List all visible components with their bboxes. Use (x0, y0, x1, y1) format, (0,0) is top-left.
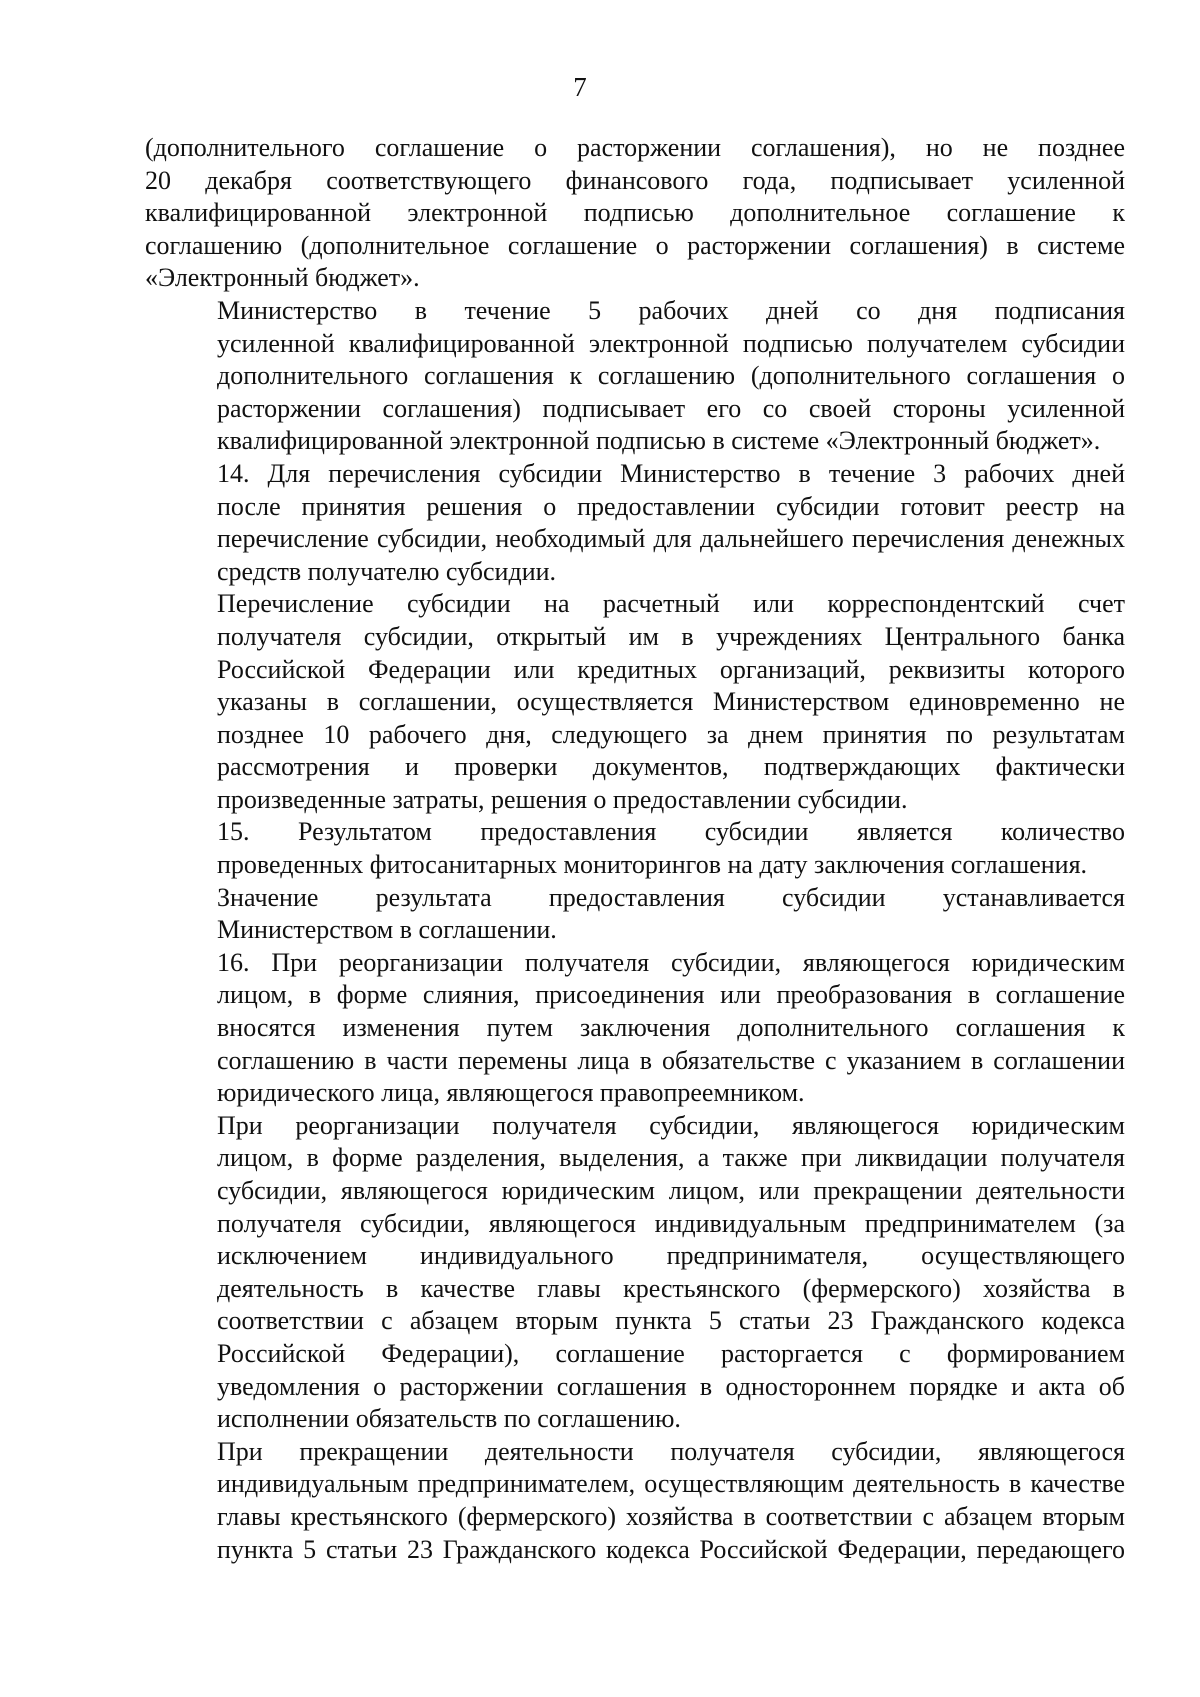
text-line: соглашению (дополнительное соглашение о расторжении соглашения) в системе (145, 230, 1125, 260)
text-line: указаны в соглашении, осуществляется Министерством единовременно не (217, 687, 1125, 717)
text-line: При прекращении деятельности получателя субсидии, являющегося (217, 1436, 1125, 1466)
text-line: Министерством в соглашении. (217, 915, 557, 945)
text-line: Российской Федерации или кредитных организаций, реквизиты которого (217, 654, 1125, 684)
paragraph (145, 458, 1125, 588)
text-line: уведомления о расторжении соглашения в одностороннем порядке и акта об (217, 1371, 1125, 1401)
document-body (145, 132, 1125, 1566)
text-line: Министерство в течение 5 рабочих дней со дня подписания (217, 295, 1125, 325)
text-line: дополнительного соглашения к соглашению (дополнительного соглашения о (217, 361, 1125, 391)
text-line: исполнении обязательств по соглашению. (217, 1404, 681, 1434)
text-line: индивидуальным предпринимателем, осуществляющим деятельность в качестве (217, 1469, 1125, 1499)
text-line: получателя субсидии, открытый им в учреждениях Центрального банка (217, 621, 1125, 651)
text-line: юридического лица, являющегося правопреемником. (217, 1078, 805, 1108)
paragraph (145, 132, 1125, 295)
text-line: деятельность в качестве главы крестьянского (фермерского) хозяйства в (217, 1273, 1125, 1303)
page-number: 7 (573, 72, 587, 102)
paragraph (145, 588, 1125, 816)
text-line: перечисление субсидии, необходимый для дальнейшего перечисления денежных (217, 524, 1125, 554)
text-line: Значение результата предоставления субсидии устанавливается (217, 882, 1125, 912)
text-line: 14. Для перечисления субсидии Министерство в течение 3 рабочих дней (217, 458, 1125, 488)
text-line: средств получателю субсидии. (217, 556, 557, 586)
text-line: позднее 10 рабочего дня, следующего за днем принятия по результатам (217, 719, 1125, 749)
text-line: главы крестьянского (фермерского) хозяйства в соответствии с абзацем вторым (217, 1501, 1125, 1531)
text-line: соглашению в части перемены лица в обязательстве с указанием в соглашении (217, 1045, 1125, 1075)
text-line: произведенные затраты, решения о предоставлении субсидии. (217, 784, 908, 814)
text-line: (дополнительного соглашение о расторжении соглашения), но не позднее (145, 133, 1125, 162)
text-line: после принятия решения о предоставлении субсидии готовит реестр на (217, 491, 1125, 521)
text-line: При реорганизации получателя субсидии, являющегося юридическим (217, 1110, 1125, 1140)
text-line: Перечисление субсидии на расчетный или корреспондентский счет (217, 589, 1125, 619)
text-line: лицом, в форме слияния, присоединения или преобразования в соглашение (217, 980, 1125, 1010)
text-line: квалифицированной электронной подписью дополнительное соглашение к (145, 198, 1125, 228)
text-line: рассмотрения и проверки документов, подтверждающих фактически (217, 752, 1125, 782)
paragraph (145, 947, 1125, 1110)
paragraph (145, 1436, 1125, 1566)
text-line: соответствии с абзацем вторым пункта 5 статьи 23 Гражданского кодекса (217, 1306, 1125, 1336)
text-line: пункта 5 статьи 23 Гражданского кодекса Российской Федерации, передающего (217, 1534, 1125, 1564)
text-line: Российской Федерации), соглашение расторгается с формированием (217, 1338, 1125, 1368)
text-line: квалифицированной электронной подписью в системе «Электронный бюджет». (217, 426, 1101, 456)
text-line: расторжении соглашения) подписывает его со своей стороны усиленной (217, 393, 1125, 423)
text-line: лицом, в форме разделения, выделения, а также при ликвидации получателя (217, 1143, 1125, 1173)
text-line: вносятся изменения путем заключения дополнительного соглашения к (217, 1013, 1125, 1043)
text-line: 20 декабря соответствующего финансового года, подписывает усиленной (145, 165, 1125, 195)
paragraph (145, 816, 1125, 881)
text-line: усиленной квалифицированной электронной подписью получателем субсидии (217, 328, 1125, 358)
text-line: субсидии, являющегося юридическим лицом, или прекращении деятельности (217, 1176, 1125, 1205)
paragraph (145, 295, 1125, 458)
paragraph (145, 882, 1125, 947)
paragraph (145, 1110, 1125, 1436)
text-line: получателя субсидии, являющегося индивидуальным предпринимателем (за (217, 1208, 1125, 1238)
text-line: «Электронный бюджет». (145, 263, 420, 293)
text-line: 15. Результатом предоставления субсидии является количество (217, 817, 1125, 847)
text-line: проведенных фитосанитарных мониторингов на дату заключения соглашения. (217, 850, 1088, 880)
text-line: 16. При реорганизации получателя субсидии, являющегося юридическим (217, 947, 1125, 977)
text-line: исключением индивидуального предпринимателя, осуществляющего (217, 1241, 1125, 1271)
